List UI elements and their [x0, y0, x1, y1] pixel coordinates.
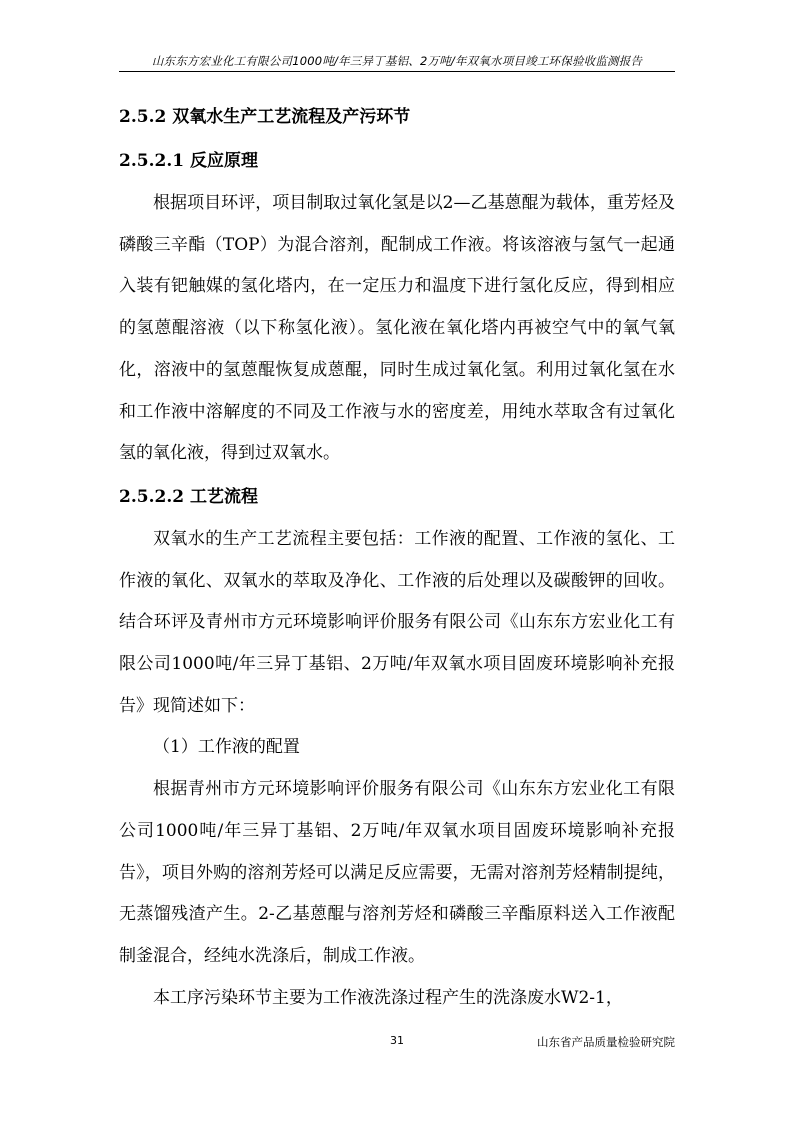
running-header: 山东东方宏业化工有限公司1000吨/年三异丁基铝、2万吨/年双氧水项目竣工环保验收监测报告	[151, 54, 643, 68]
page-content	[119, 95, 675, 1019]
footer-institute: 山东省产品质量检验研究院	[537, 1035, 675, 1049]
subsection-heading-process: 2.5.2.2 工艺流程	[119, 486, 258, 507]
page-number: 31	[390, 1034, 404, 1047]
paragraph-working-fluid: 根据青州市方元环境影响评价服务有限公司《山东东方宏业化工有限公司1000吨/年三异丁基铝、2万吨/年双氧水项目固废环境影响补充报告》，项目外购的溶剂芳烃可以满足反应需要，无需对溶剂芳烃精制提纯，无蒸馏残渣产生。2-乙基蒽醌与溶剂芳烃和磷酸三辛酯原料送入工作液配制釜混合，经纯水洗涤后，制成工作液。	[119, 779, 675, 966]
paragraph-process-overview: 双氧水的生产工艺流程主要包括：工作液的配置、工作液的氢化、工作液的氧化、双氧水的萃取及净化、工作液的后处理以及碳酸钾的回收。结合环评及青州市方元环境影响评价服务有限公司《山东东方宏业化工有限公司1000吨/年三异丁基铝、2万吨/年双氧水项目固废环境影响补充报告》现简述如下：	[119, 528, 675, 716]
paragraph-reaction-principle: 根据项目环评，项目制取过氧化氢是以2—乙基蒽醌为载体，重芳烃及磷酸三辛酯（TOP）为混合溶剂，配制成工作液。将该溶液与氢气一起通入装有钯触媒的氢化塔内，在一定压力和温度下进行氢化反应，得到相应的氢蒽醌溶液（以下称氢化液）。氢化液在氧化塔内再被空气中的氧气氧化，溶液中的氢蒽醌恢复成蒽醌，同时生成过氧化氢。利用过氧化氢在水和工作液中溶解度的不同及工作液与水的密度差，用纯水萃取含有过氧化氢的氧化液，得到过双氧水。	[119, 193, 675, 464]
header-rule	[119, 71, 675, 72]
section-heading: 2.5.2 双氧水生产工艺流程及产污环节	[119, 107, 411, 127]
list-item-working-fluid: （1）工作液的配置	[153, 737, 300, 758]
subsection-heading-reaction: 2.5.2.1 反应原理	[119, 151, 258, 171]
paragraph-pollution: 本工序污染环节主要为工作液洗涤过程产生的洗涤废水W2-1，	[153, 987, 623, 1008]
